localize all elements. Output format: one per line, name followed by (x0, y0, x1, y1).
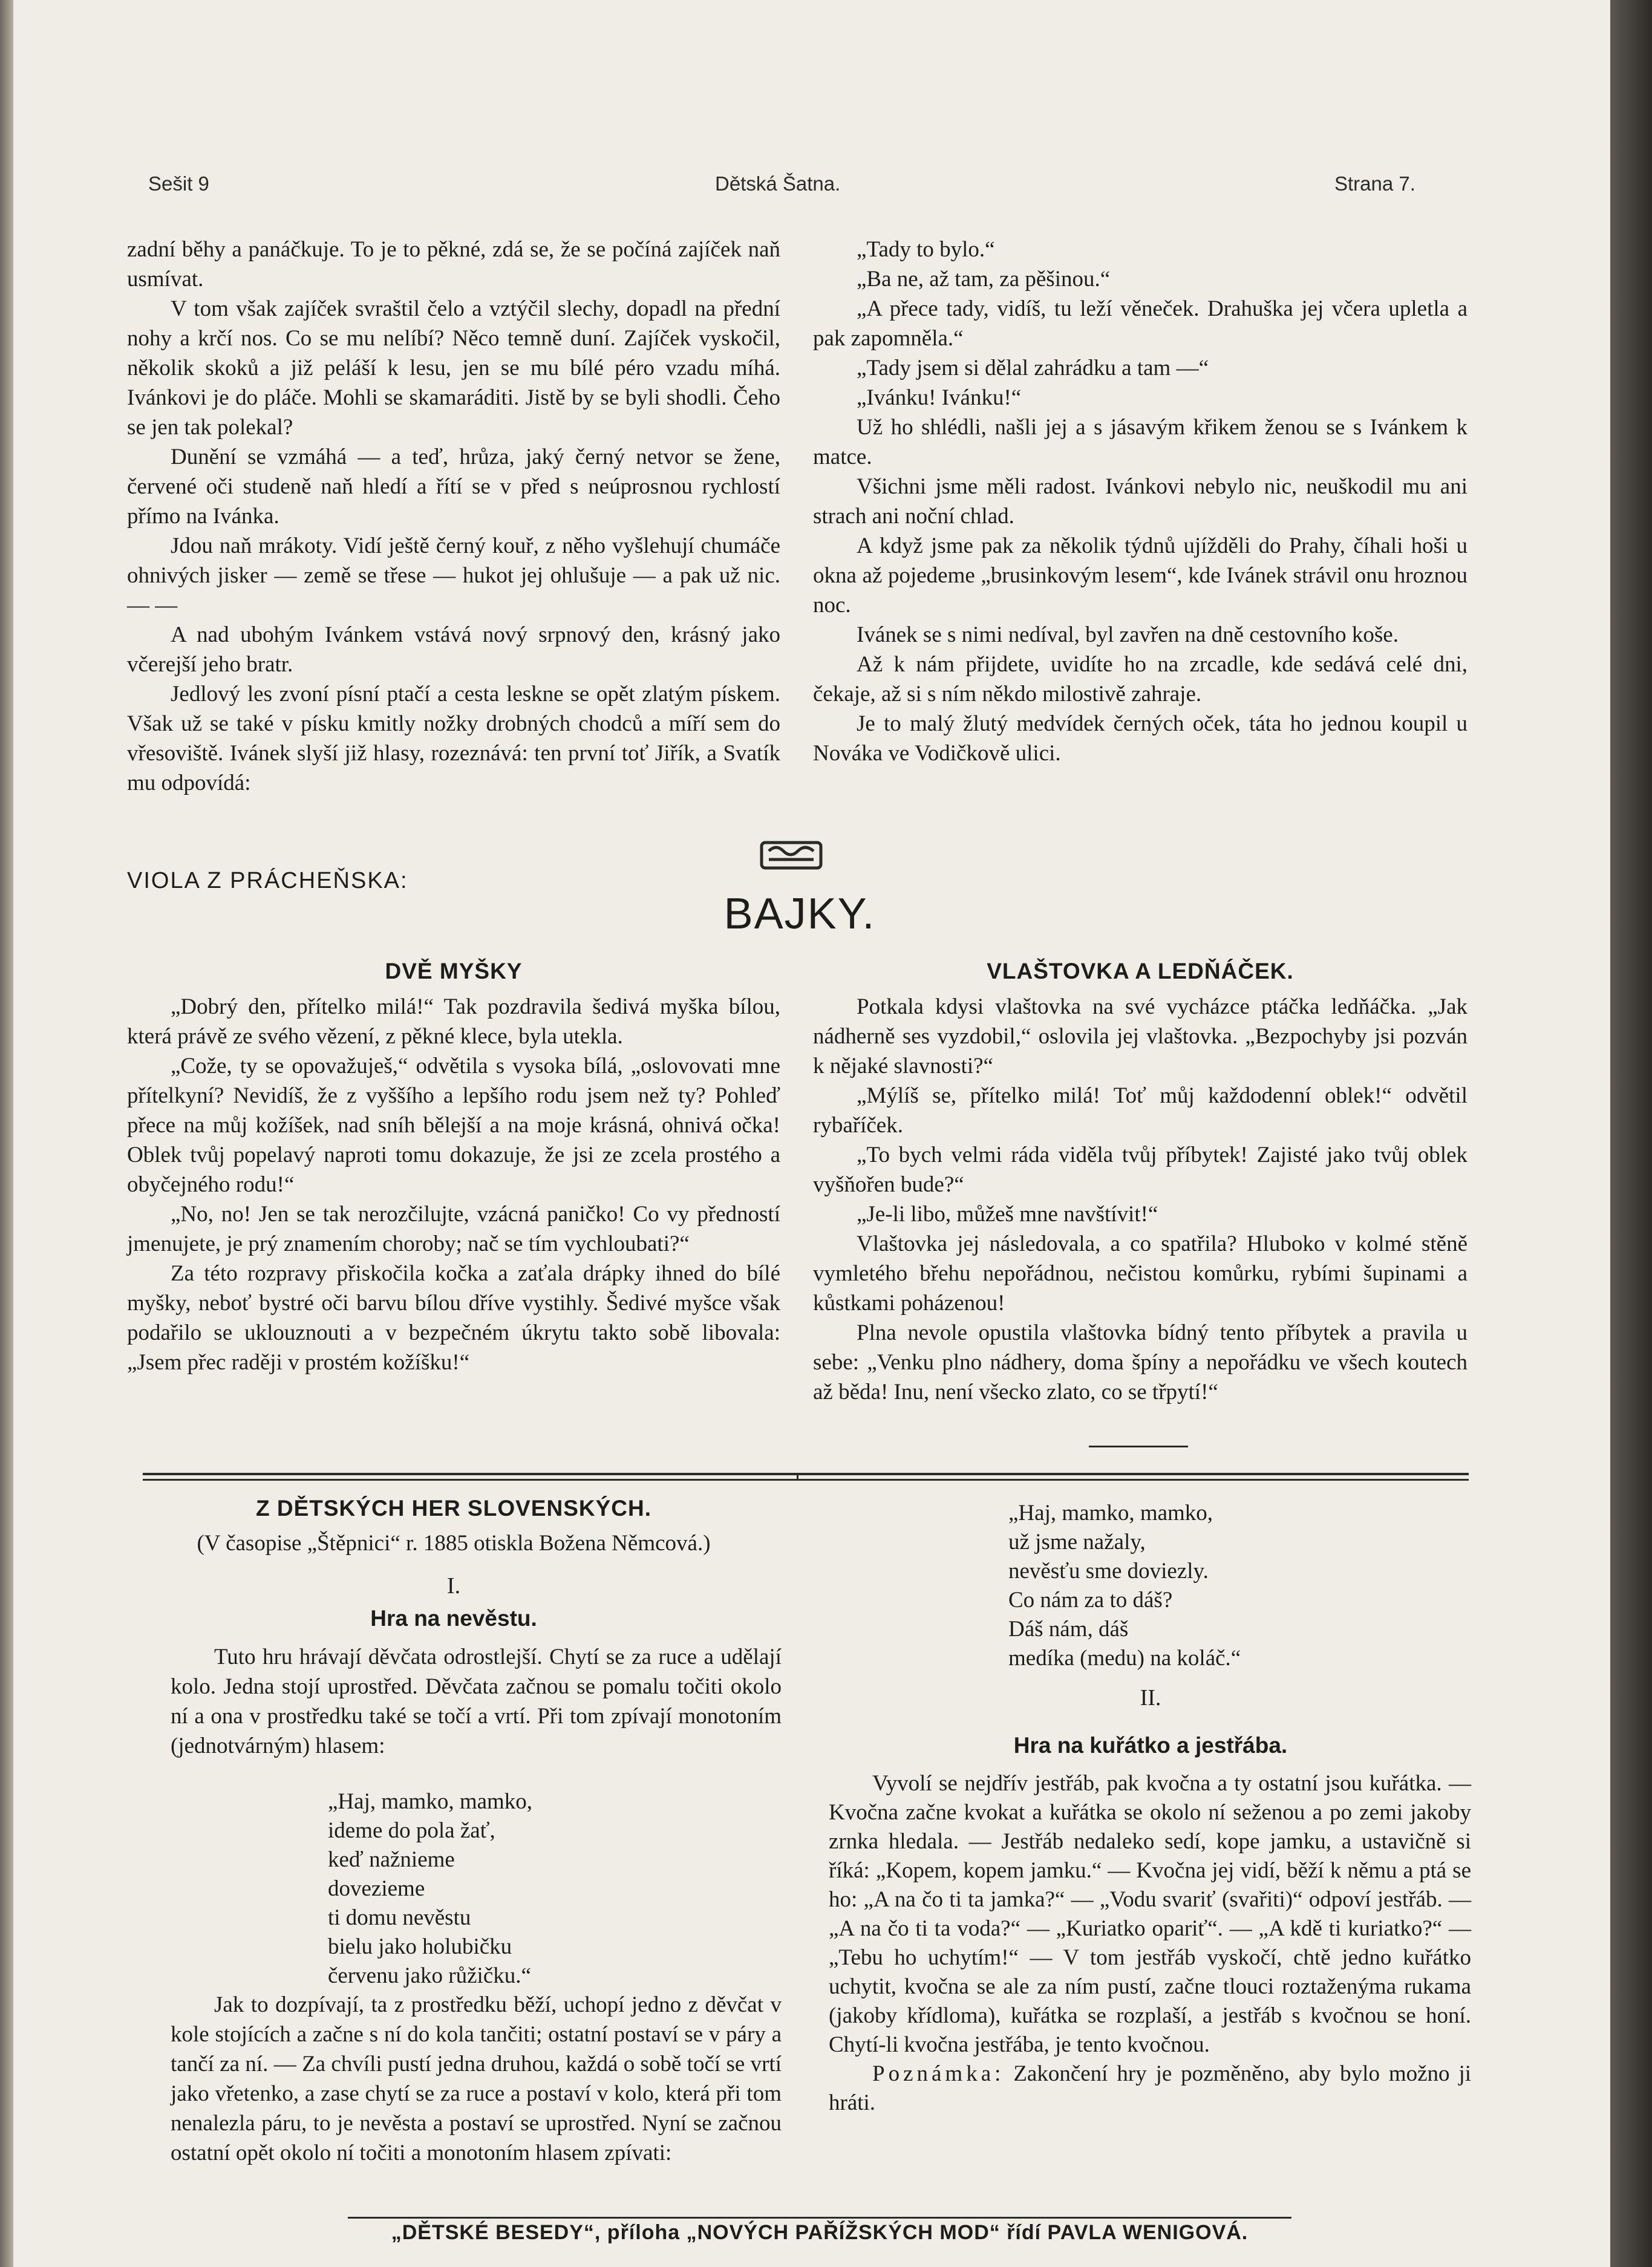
game-title: Hra na kuřátko a jestřába. (1013, 1733, 1288, 1758)
story-right-column (813, 235, 1468, 768)
page (13, 0, 1610, 2267)
song-line: dovezieme (328, 1876, 425, 1901)
song-line: červenu jako růžičku.“ (328, 1963, 531, 1988)
song-line: keď nažnieme (328, 1847, 455, 1872)
paragraph: Za této rozpravy přiskočila kočka a zaťala drápky ihned do bílé myšky, neboť bystré oči barvu bílou dříve vystihly. Šedivé myšce však podařilo se uklouznouti a v bezpečném úkrytu takto sobě libovala: „Jsem přec raději v prostém kožíšku!“ (127, 1261, 780, 1375)
paragraph: „No, no! Jen se tak nerozčilujte, vzácná paničko! Co vy předností jmenujete, je prý znamením choroby; nač se tím vychloubati?“ (127, 1202, 780, 1256)
paragraph: „Dobrý den, přítelko milá!“ Tak pozdravila šedivá myška bílou, která právě ze svého vězení, z pěkné klece, byla utekla. (127, 994, 780, 1049)
story-left-column (127, 235, 780, 798)
paragraph: V tom však zajíček svraštil čelo a vztýčil slechy, dopadl na přední nohy a krčí nos. Co se mu nelíbí? Něco temně duní. Zajíček vyskočil, několik skoků a již peláší k lesu, jen se mu bílé péro vzadu míhá. Ivánkovi je do pláče. Mohli se skamaráditi. Jistě by se byli shodli. Čeho se jen tak polekal? (127, 296, 780, 440)
game-numeral: I. (446, 1573, 461, 1599)
note-text: Zakončení hry je pozměněno, aby bylo možno ji hráti. (829, 2061, 1472, 2115)
game-intro (171, 1642, 782, 1761)
paragraph: Dunění se vzmáhá — a teď, hrůza, jaký černý netvor se žene, červené oči studeně naň hledí a řítí se v před s neúprosnou rychlostí přímo na Ivánka. (127, 445, 780, 529)
game-title: Hra na nevěstu. (370, 1606, 537, 1631)
song-line: bielu jako holubičku (328, 1934, 512, 1959)
song-line: medíka (medu) na koláč.“ (1008, 1646, 1241, 1671)
paragraph: Už ho shlédli, našli jej a s jásavým křikem ženou se s Ivánkem k matce. (813, 415, 1468, 469)
song-line: „Haj, mamko, mamko, (328, 1789, 533, 1814)
footer-rule (348, 2217, 1291, 2219)
end-rule (1089, 1446, 1188, 1447)
page-spine (0, 0, 13, 2267)
note (829, 2060, 1471, 2118)
song-line: nevěsťu sme doviezly. (1008, 1559, 1209, 1584)
paragraph: Vyvolí se nejdřív jestřáb, pak kvočna a ty ostatní jsou kuřátka. — Kvočna začne kvokat a kuřátka se okolo ní seženou a po zemi jakoby zrnka hledala. — Jestřáb nedaleko sedí, kope jamku, a ustavičně si říká: „Kopem, kopem jamku.“ — Kvočna jej vidí, běží k němu a ptá se ho: „A na čo ti ta jamka?“ — „Vodu svariť (svařiti)“ odpoví jestřáb. — „A na čo ti ta voda?“ — „Kuriatko opariť“. — „A kdě ti kuriatko?“ — „Tebu ho uchytím!“ — V tom jestřáb vyskočí, chtě jedno kuřátko uchytit, kvočna se ale za ním pustí, začne tlouci roztaženýma rukama (jakoby křídloma), kuřátka se rozplaší, a jestřáb s kvočnou se honí. Chytí-li kvočna jestřába, je tento kvočnou. (829, 1771, 1471, 2057)
paragraph: „Mýlíš se, přítelko milá! Toť můj každodenní oblek!“ odvětil rybaříček. (813, 1083, 1468, 1138)
paragraph: Až k nám přijdete, uvidíte ho na zrcadle, kde sedává celé dni, čekaje, až si s ním někdo milostivě zahraje. (813, 652, 1468, 706)
section-divider (143, 1479, 1469, 1481)
fable-title: DVĚ MYŠKY (385, 959, 523, 983)
paragraph: Všichni jsme měli radost. Ivánkovi nebylo nic, neuškodil mu ani strach ani noční chlad. (813, 474, 1468, 529)
paragraph: Tuto hru hrávají děvčata odrostlejší. Chytí se za ruce a udělají kolo. Jedna stojí uprostřed. Děvčata začnou se pomalu točiti okolo ní a ona v prostředku také se točí a vrtí. Při tom zpívají monotoním (jednotvárným) hlasem: (171, 1645, 782, 1758)
paragraph: A když jsme pak za několik týdnů ujížděli do Prahy, číhali hoši u okna až pojedeme „brusinkovým lesem“, kde Ivánek strávil onu hroznou noc. (813, 533, 1468, 618)
paragraph: „Ba ne, až tam, za pěšinou.“ (857, 267, 1111, 292)
paragraph: zadní běhy a panáčkuje. To je to pěkné, zdá se, že se počíná zajíček naň usmívat. (127, 237, 780, 292)
paragraph: „Tady to bylo.“ (857, 237, 995, 262)
paragraph: „Ivánku! Ivánku!“ (857, 385, 1022, 410)
song-line: už jsme nažaly, (1008, 1530, 1146, 1554)
page-edge (1610, 0, 1652, 2267)
song (1008, 1499, 1241, 1673)
paragraph: Plna nevole opustila vlaštovka bídný tento příbytek a pravila u sebe: „Venku plno nádhery, doma špíny a nepořádku ve všech koutech až běda! Inu, není všecko zlato, co se třpytí!“ (813, 1320, 1468, 1404)
section-divider (797, 1473, 798, 1481)
paragraph: „Tady jsem si dělal zahrádku a tam —“ (857, 356, 1209, 380)
paragraph: „Cože, ty se opovažuješ,“ odvětila s vysoka bílá, „oslovovati mne přítelkyní? Nevidíš, že z vyššího a lepšího rodu jsem než ty? Pohleď přece na můj kožíšek, nad sníh bělejší a na moje krásná, ohnivá očka! Oblek tvůj popelavý naproti tomu dokazuje, že jsi ze zcela prostého a obyčejného rodu!“ (127, 1054, 780, 1197)
fable-title: VLAŠTOVKA A LEDŇÁČEK. (987, 959, 1294, 983)
paragraph: Jak to dozpívají, ta z prostředku běží, uchopí jedno z děvčat v kole stojících a začne s ní do kola tančiti; ostatní postaví se v páry a tančí za ní. — Za chvíli pustí jedna druhou, každá o sobě točí se vrtí jako vřetenko, a zase chytí se za ruce a postaví v kolo, která při tom nenalezla páru, to je nevěsta a postaví se uprostřed. Nyní se začnou ostatní opět okolo ní točiti a monotoním hlasem zpívati: (171, 1992, 782, 2165)
paragraph: Jedlový les zvoní písní ptačí a cesta leskne se opět zlatým pískem. Však už se také v písku kmitly nožky drobných chodců a míří sem do vřesoviště. Ivánek slyší již hlasy, rozeznává: ten první toť Jiřík, a Svatík mu odpovídá: (127, 682, 780, 795)
song-line: „Haj, mamko, mamko, (1008, 1501, 1213, 1525)
games-subtitle: (V časopise „Štěpnici“ r. 1885 otiskla Božena Němcová.) (197, 1531, 711, 1556)
paragraph: A nad ubohým Ivánkem vstává nový srpnový den, krásný jako včerejší jeho bratr. (127, 622, 780, 677)
paragraph: Potkala kdysi vlaštovka na své vycházce ptáčka ledňáčka. „Jak nádherně ses vyzdobil,“ oslovila jej vlaštovka. „Bezpochyby jsi pozván k nějaké slavnosti?“ (813, 994, 1468, 1078)
section-divider (143, 1473, 1469, 1475)
header-issue: Sešit 9 (148, 172, 209, 195)
game-text (171, 1990, 782, 2168)
paragraph: „A přece tady, vidíš, tu leží věneček. Drahuška jej včera upletla a pak zapomněla.“ (813, 296, 1468, 351)
fable-text (127, 992, 780, 1377)
paragraph: „Je-li libo, můžeš mne navštívit!“ (857, 1202, 1158, 1227)
paragraph: „To bych velmi ráda viděla tvůj příbytek! Zajisté jako tvůj oblek vyšňořen bude?“ (813, 1143, 1468, 1197)
fable-text (813, 992, 1468, 1407)
song-line: ti domu nevěstu (328, 1905, 471, 1930)
games-title: Z DĚTSKÝCH HER SLOVENSKÝCH. (255, 1496, 651, 1521)
story-author: VIOLA Z PRÁCHEŇSKA: (127, 868, 408, 893)
footer-credit: „DĚTSKÉ BESEDY“, příloha „NOVÝCH PAŘÍŽSKÝCH MOD“ řídí PAVLA WENIGOVÁ. (391, 2221, 1249, 2244)
song (328, 1787, 532, 1991)
header-page: Strana 7. (1334, 172, 1415, 195)
game-text (829, 1769, 1471, 2118)
section-title-bajky: BAJKY. (723, 890, 876, 938)
game-numeral: II. (1140, 1685, 1161, 1711)
paragraph: Jdou naň mrákoty. Vidí ještě černý kouř, z něho vyšlehují chumáče ohnivých jisker — země se třese — hukot jej ohlušuje — a pak už nic. — — (127, 533, 780, 618)
paragraph: Je to malý žlutý medvídek černých oček, táta ho jednou koupil u Nováka ve Vodičkově ulici. (813, 711, 1468, 766)
paragraph: Ivánek se s nimi nedíval, byl zavřen na dně cestovního koše. (857, 622, 1399, 647)
header-title: Dětská Šatna. (715, 172, 841, 195)
note-label: Poznámka: (872, 2061, 1005, 2086)
song-line: Dáš nám, dáš (1008, 1617, 1129, 1642)
paragraph: Vlaštovka jej následovala, a co spatřila? Hluboko v kolmé stěně vymletého břehu nepořádnou, nečistou komůrku, rybími šupinami a kůstkami poházenou! (813, 1231, 1468, 1316)
song-line: Co nám za to dáš? (1008, 1588, 1173, 1613)
song-line: ideme do pola žať, (328, 1818, 495, 1843)
ornament-icon (758, 838, 824, 874)
